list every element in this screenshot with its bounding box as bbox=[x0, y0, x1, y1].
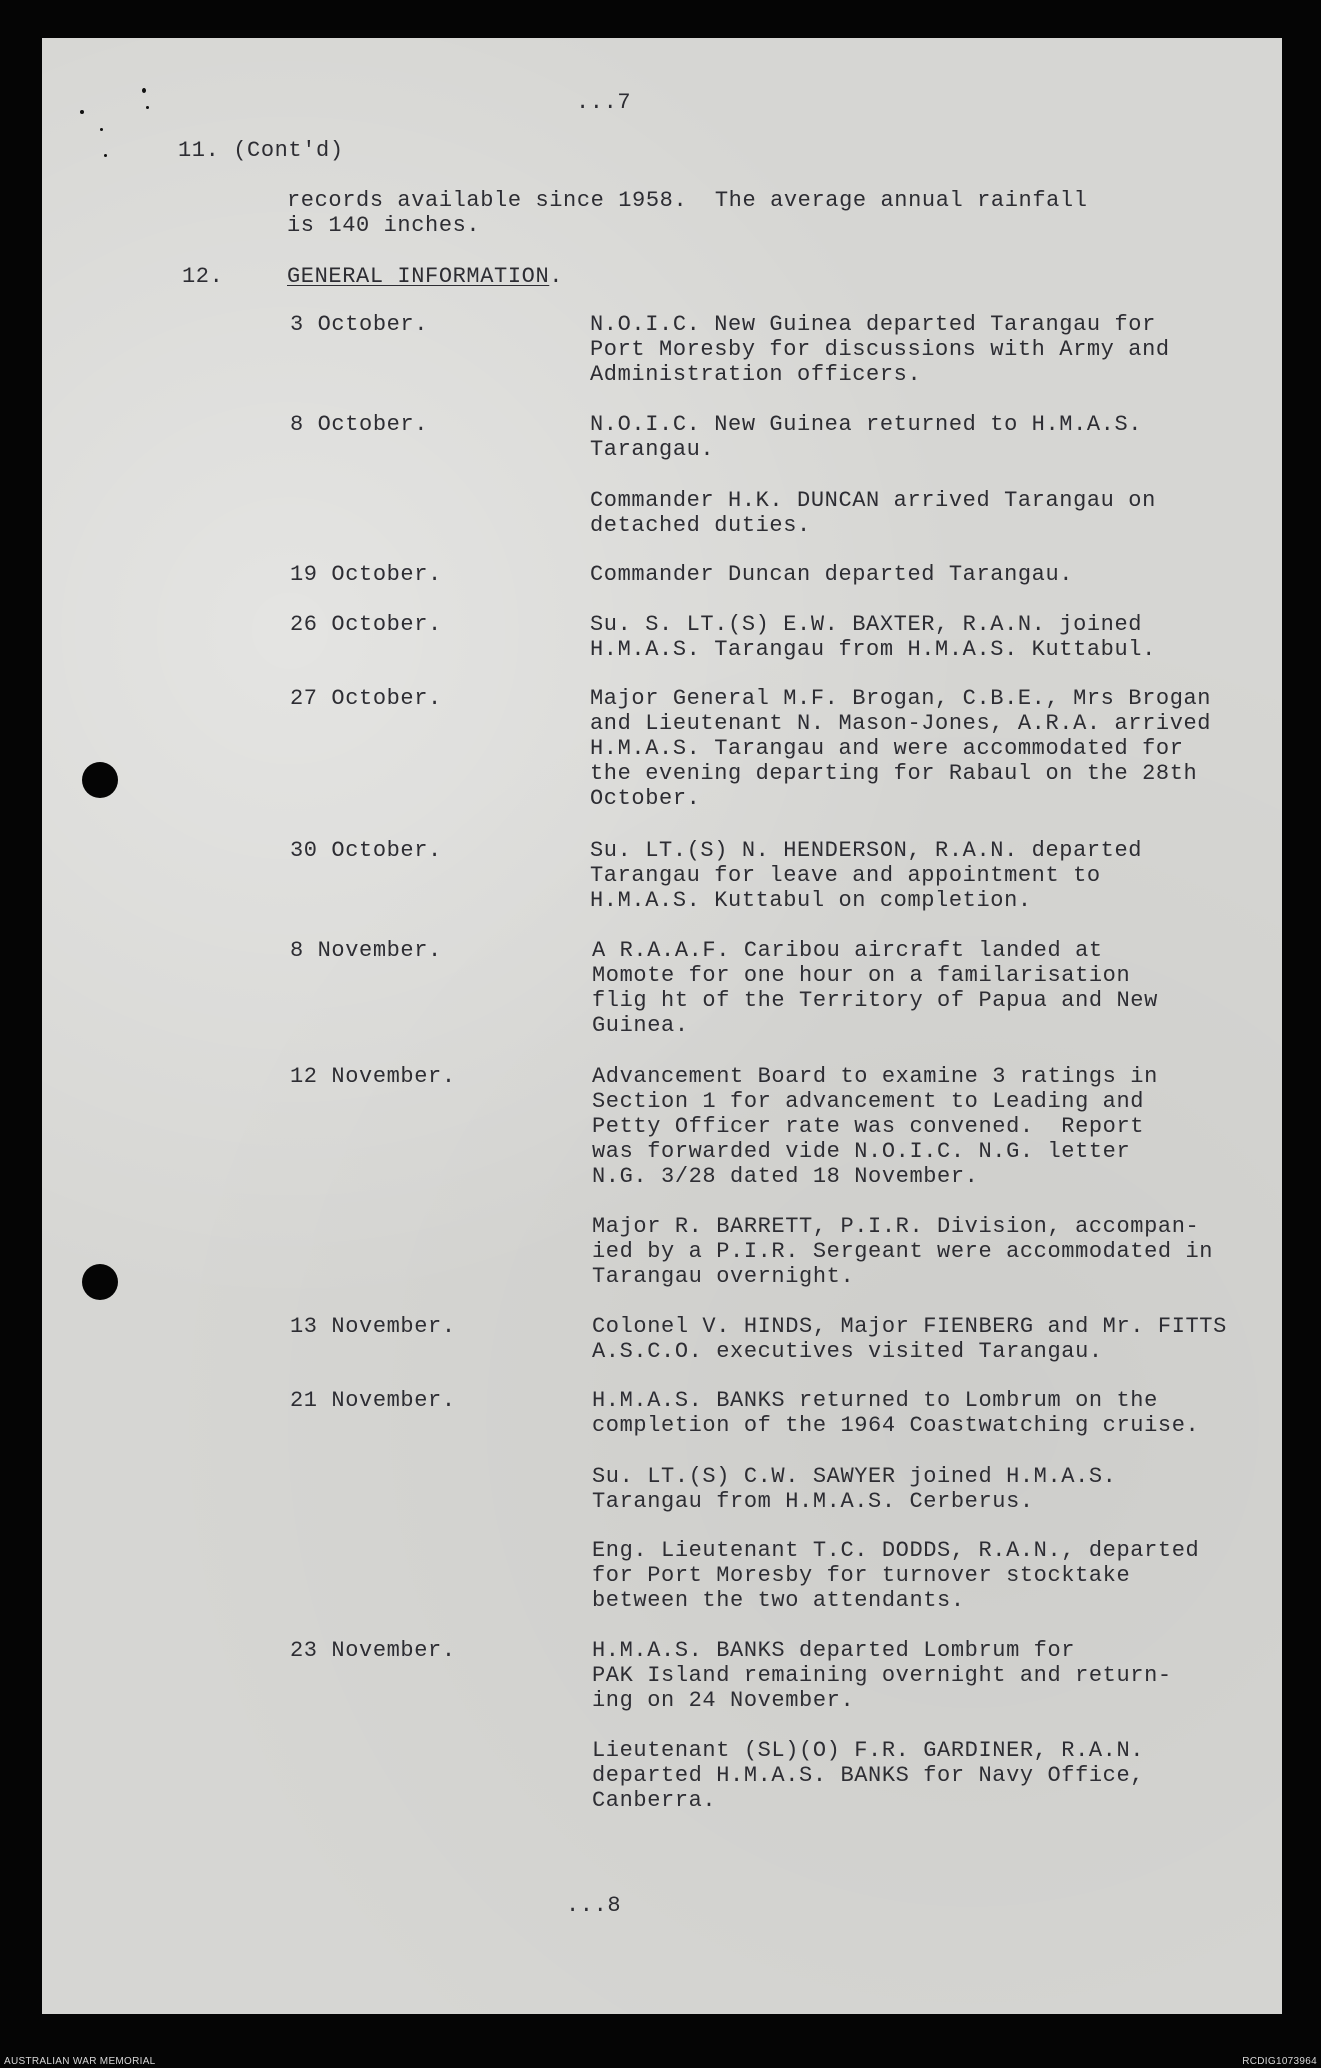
entry-text-line: Section 1 for advancement to Leading and bbox=[592, 1089, 1145, 1114]
entry-text-line: H.M.A.S. BANKS departed Lombrum for bbox=[592, 1638, 1076, 1663]
entry-text-line: Guinea. bbox=[592, 1013, 689, 1038]
entry-text-line: ing on 24 November. bbox=[592, 1688, 855, 1713]
entry-text-line: for Port Moresby for turnover stocktake bbox=[592, 1563, 1131, 1588]
entry-text-line: completion of the 1964 Coastwatching cruise. bbox=[592, 1413, 1200, 1438]
entry-text-line: October. bbox=[590, 786, 701, 811]
entry-date: 30 October. bbox=[290, 838, 442, 863]
ink-speck bbox=[146, 106, 149, 109]
punch-hole-top bbox=[82, 762, 118, 798]
entry-text-line: between the two attendants. bbox=[592, 1588, 965, 1613]
entry-text-line: Tarangau overnight. bbox=[592, 1264, 855, 1289]
entry-date: 21 November. bbox=[290, 1388, 456, 1413]
entry-text-line: Tarangau from H.M.A.S. Cerberus. bbox=[592, 1489, 1034, 1514]
entry-date: 27 October. bbox=[290, 686, 442, 711]
section-12-title bbox=[287, 264, 563, 289]
document-page bbox=[42, 38, 1282, 2014]
entry-text-line: N.O.I.C. New Guinea returned to H.M.A.S. bbox=[590, 412, 1143, 437]
entry-text-line: H.M.A.S. Tarangau from H.M.A.S. Kuttabul. bbox=[590, 637, 1156, 662]
entry-text-line: ied by a P.I.R. Sergeant were accommodated in bbox=[592, 1239, 1214, 1264]
entry-text-line: N.G. 3/28 dated 18 November. bbox=[592, 1164, 979, 1189]
entry-text-line: Eng. Lieutenant T.C. DODDS, R.A.N., departed bbox=[592, 1538, 1200, 1563]
entry-text-line: departed H.M.A.S. BANKS for Navy Office, bbox=[592, 1763, 1145, 1788]
entry-text-line: was forwarded vide N.O.I.C. N.G. letter bbox=[592, 1139, 1131, 1164]
entry-text-line: Tarangau. bbox=[590, 437, 715, 462]
entry-text-line: Port Moresby for discussions with Army and bbox=[590, 337, 1170, 362]
entry-date: 13 November. bbox=[290, 1314, 456, 1339]
section-11-line: is 140 inches. bbox=[287, 213, 481, 238]
entry-text-line: H.M.A.S. Kuttabul on completion. bbox=[590, 888, 1032, 913]
entry-text-line: A R.A.A.F. Caribou aircraft landed at bbox=[592, 938, 1103, 963]
archive-credit: AUSTRALIAN WAR MEMORIAL bbox=[4, 2056, 156, 2067]
section-12-title-text: GENERAL INFORMATION bbox=[287, 264, 550, 289]
entry-text-line: PAK Island remaining overnight and return- bbox=[592, 1663, 1172, 1688]
entry-text-line: and Lieutenant N. Mason-Jones, A.R.A. arrived bbox=[590, 711, 1212, 736]
entry-date: 8 October. bbox=[290, 412, 429, 437]
entry-text-line: Momote for one hour on a familarisation bbox=[592, 963, 1131, 988]
entry-date: 26 October. bbox=[290, 612, 442, 637]
entry-date: 19 October. bbox=[290, 562, 442, 587]
entry-text-line: Major R. BARRETT, P.I.R. Division, accompan- bbox=[592, 1214, 1200, 1239]
section-12-title-period: . bbox=[549, 264, 564, 289]
entry-text-line: H.M.A.S. Tarangau and were accommodated for bbox=[590, 736, 1184, 761]
entry-text-line: H.M.A.S. BANKS returned to Lombrum on the bbox=[592, 1388, 1158, 1413]
entry-text-line: Commander Duncan departed Tarangau. bbox=[590, 562, 1074, 587]
entry-text-line: Commander H.K. DUNCAN arrived Tarangau on bbox=[590, 488, 1156, 513]
entry-text-line: N.O.I.C. New Guinea departed Tarangau for bbox=[590, 312, 1156, 337]
entry-text-line: A.S.C.O. executives visited Tarangau. bbox=[592, 1339, 1103, 1364]
entry-text-line: Major General M.F. Brogan, C.B.E., Mrs Brogan bbox=[590, 686, 1212, 711]
entry-date: 8 November. bbox=[290, 938, 442, 963]
entry-text-line: Advancement Board to examine 3 ratings in bbox=[592, 1064, 1158, 1089]
punch-hole-bottom bbox=[82, 1264, 118, 1300]
entry-text-line: Tarangau for leave and appointment to bbox=[590, 863, 1101, 888]
entry-text-line: Su. LT.(S) N. HENDERSON, R.A.N. departed bbox=[590, 838, 1143, 863]
ink-speck bbox=[142, 88, 146, 93]
entry-text-line: detached duties. bbox=[590, 513, 811, 538]
ink-speck bbox=[80, 110, 84, 114]
ink-speck bbox=[100, 128, 103, 131]
entry-text-line: Petty Officer rate was convened. Report bbox=[592, 1114, 1145, 1139]
entry-date: 23 November. bbox=[290, 1638, 456, 1663]
entry-text-line: Lieutenant (SL)(O) F.R. GARDINER, R.A.N. bbox=[592, 1738, 1145, 1763]
entry-text-line: the evening departing for Rabaul on the 28th bbox=[590, 761, 1198, 786]
section-12-number: 12. bbox=[182, 264, 224, 289]
page-header-number: ...7 bbox=[576, 90, 632, 115]
entry-text-line: Administration officers. bbox=[590, 362, 922, 387]
entry-text-line: Su. S. LT.(S) E.W. BAXTER, R.A.N. joined bbox=[590, 612, 1143, 637]
entry-text-line: Su. LT.(S) C.W. SAWYER joined H.M.A.S. bbox=[592, 1464, 1117, 1489]
entry-text-line: Colonel V. HINDS, Major FIENBERG and Mr. FITTS bbox=[592, 1314, 1227, 1339]
section-11-line: records available since 1958. The average annual rainfall bbox=[287, 188, 1088, 213]
page-footer-number: ...8 bbox=[566, 1893, 622, 1918]
ink-speck bbox=[104, 154, 107, 157]
entry-text-line: Canberra. bbox=[592, 1788, 717, 1813]
entry-date: 12 November. bbox=[290, 1064, 456, 1089]
entry-text-line: flig ht of the Territory of Papua and New bbox=[592, 988, 1158, 1013]
section-11-heading: 11. (Cont'd) bbox=[178, 138, 344, 163]
entry-date: 3 October. bbox=[290, 312, 429, 337]
archive-reference: RCDIG1073964 bbox=[1242, 2056, 1317, 2067]
